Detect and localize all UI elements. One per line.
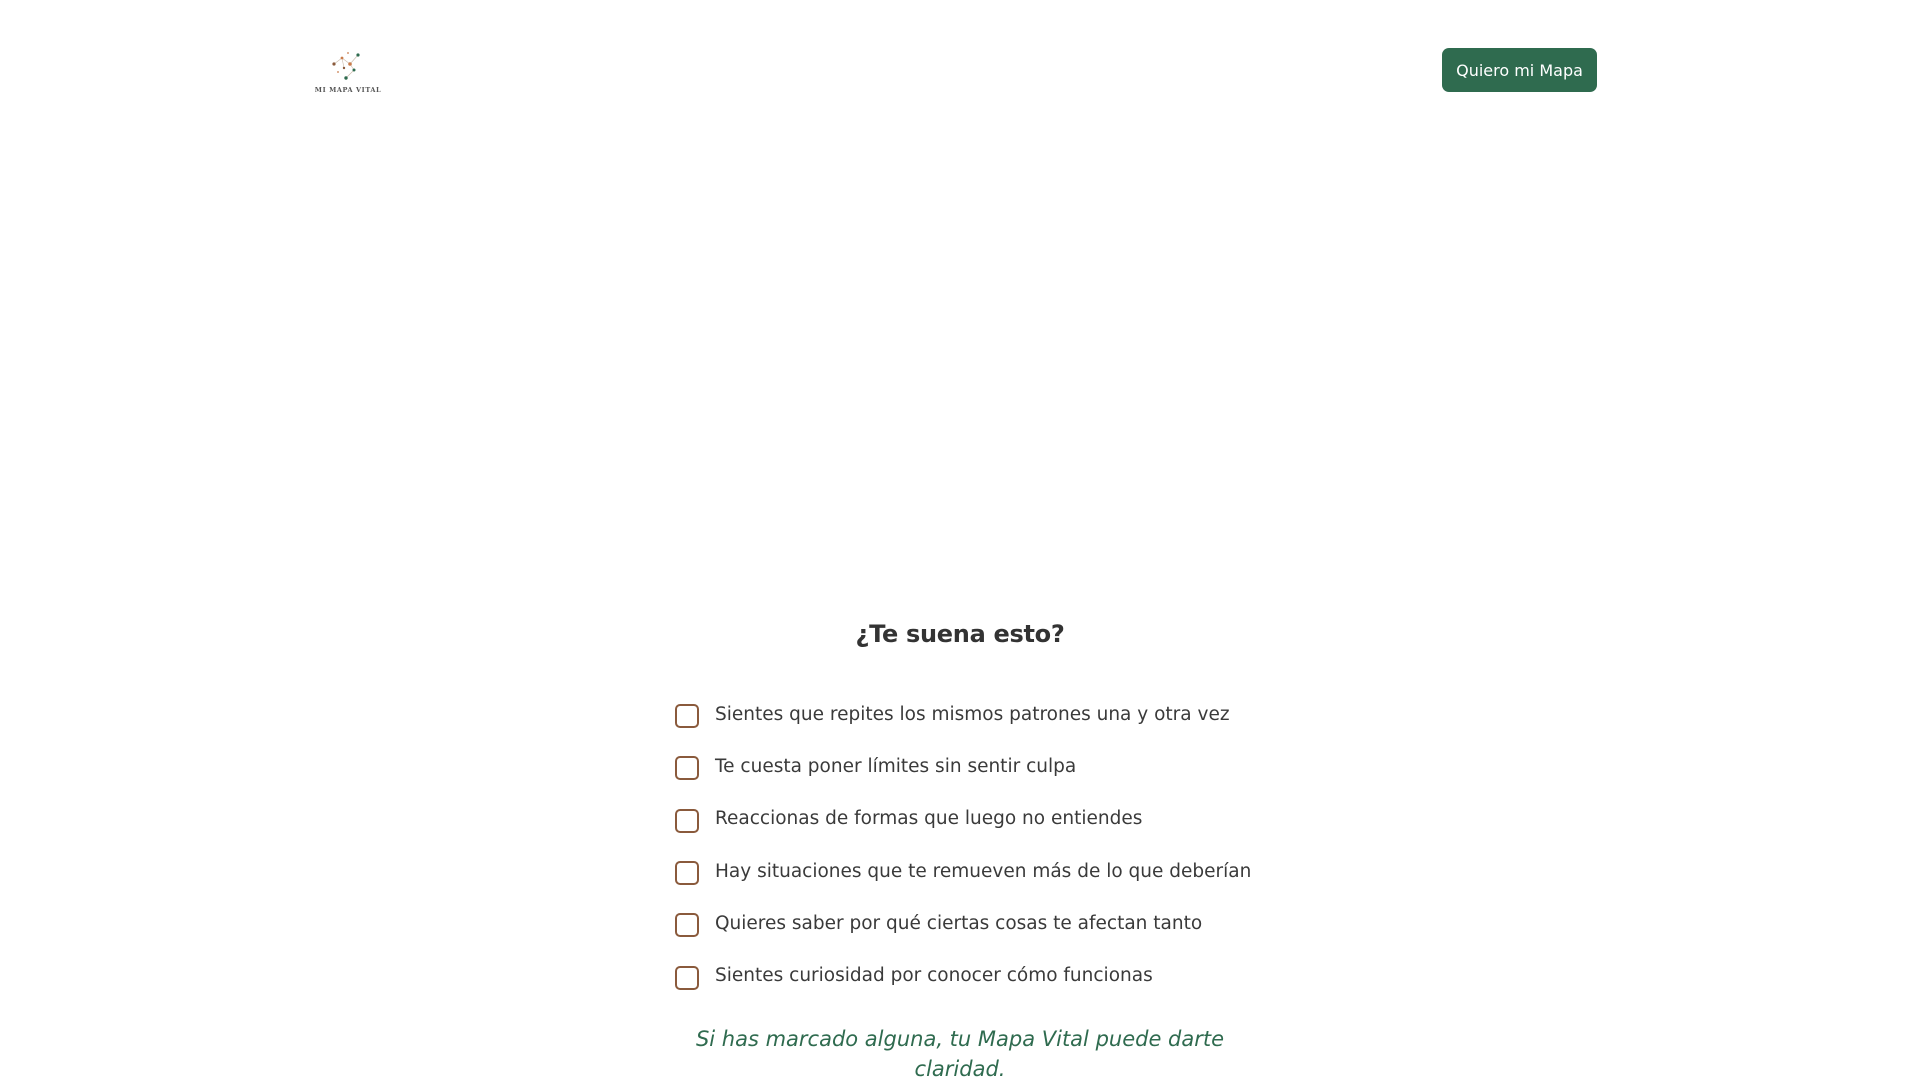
logo[interactable] <box>314 48 382 110</box>
checkbox[interactable] <box>675 809 699 833</box>
checkbox[interactable] <box>675 704 699 728</box>
closing-message: Si has marcado alguna, tu Mapa Vital puede darte claridad. <box>695 1027 1225 1081</box>
checklist-item[interactable] <box>675 897 1375 949</box>
checklist-item-label: Hay situaciones que te remueven más de lo que deberían <box>715 860 1252 882</box>
checkbox[interactable] <box>675 966 699 990</box>
checklist-item[interactable] <box>675 688 1375 740</box>
checklist-section <box>0 620 1920 1081</box>
checklist-item[interactable] <box>675 949 1375 1001</box>
section-title: ¿Te suena esto? <box>855 620 1065 648</box>
checklist <box>675 688 1375 1002</box>
logo-text: MI MAPA VITAL <box>314 86 382 94</box>
checkbox[interactable] <box>675 861 699 885</box>
checklist-item[interactable] <box>675 740 1375 792</box>
checklist-item[interactable] <box>675 845 1375 897</box>
checklist-item-label: Sientes curiosidad por conocer cómo funcionas <box>715 965 1153 987</box>
checklist-item-label: Reaccionas de formas que luego no entiendes <box>715 808 1143 830</box>
checklist-item[interactable] <box>675 793 1375 845</box>
checkbox[interactable] <box>675 913 699 937</box>
checkbox[interactable] <box>675 756 699 780</box>
quiero-mi-mapa-button[interactable]: Quiero mi Mapa <box>1442 48 1597 92</box>
constellation-logo-icon <box>328 48 368 84</box>
site-header <box>0 0 1920 140</box>
checklist-item-label: Quieres saber por qué ciertas cosas te afectan tanto <box>715 912 1203 934</box>
checklist-item-label: Sientes que repites los mismos patrones una y otra vez <box>715 703 1230 725</box>
checklist-item-label: Te cuesta poner límites sin sentir culpa <box>715 755 1077 777</box>
